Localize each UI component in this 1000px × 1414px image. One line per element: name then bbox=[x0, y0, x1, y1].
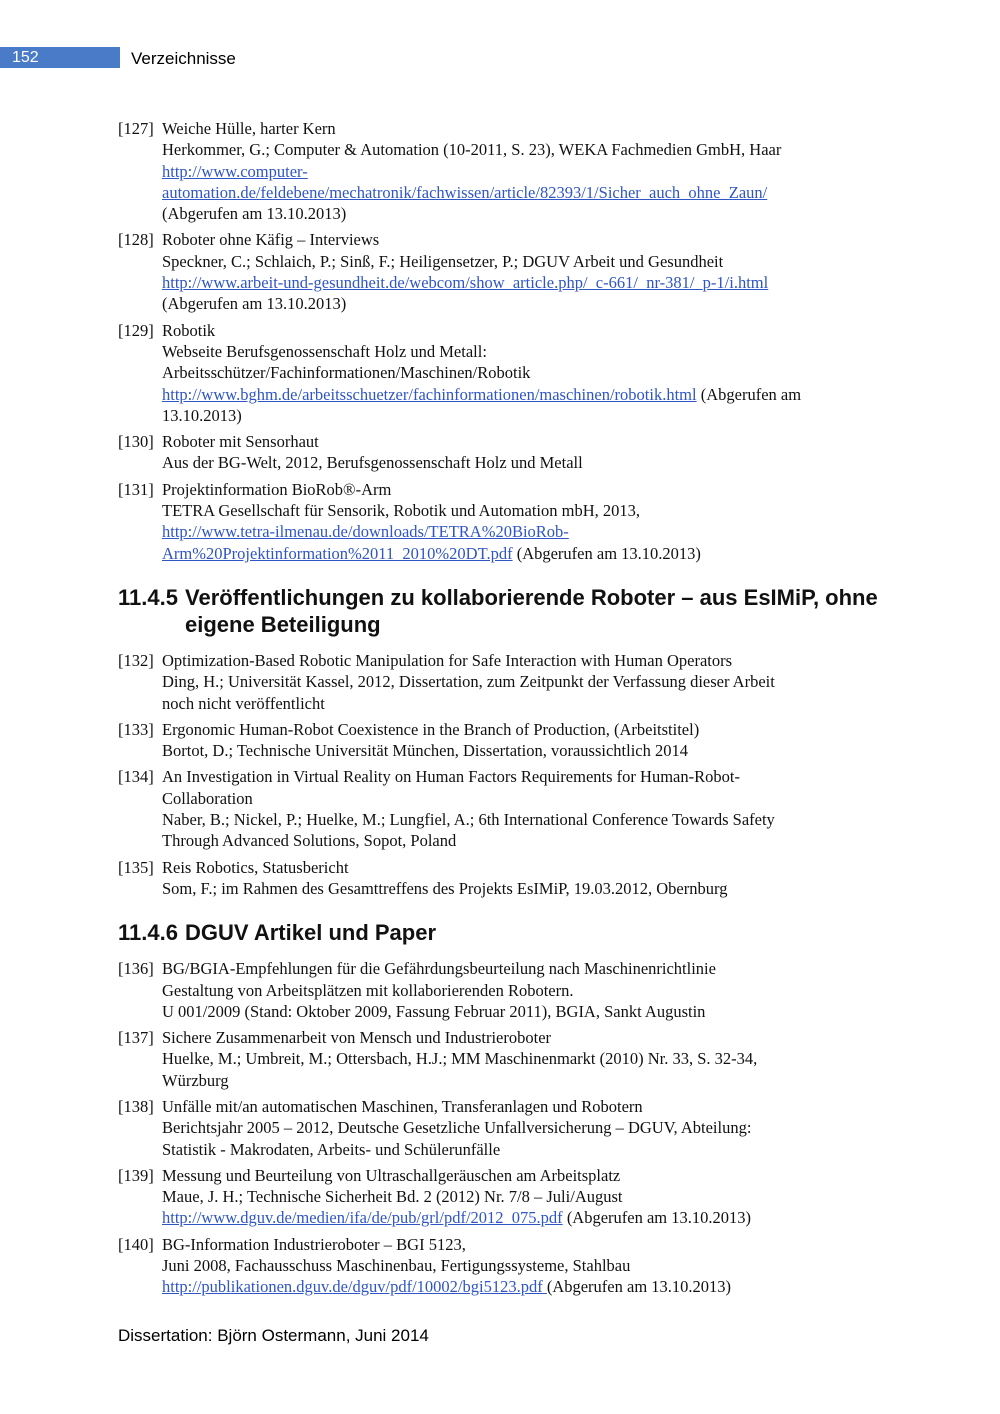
reference-number: [139] bbox=[118, 1165, 154, 1185]
reference-item bbox=[118, 229, 898, 314]
reference-title: Optimization-Based Robotic Manipulation for Safe Interaction with Human Operators bbox=[162, 650, 733, 670]
reference-title: Weiche Hülle, harter Kern bbox=[162, 119, 336, 138]
reference-line bbox=[162, 1070, 898, 1091]
reference-line bbox=[162, 182, 898, 203]
reference-link[interactable]: http://www.tetra-ilmenau.de/downloads/TETRA%20BioRob- bbox=[162, 522, 569, 542]
reference-line bbox=[162, 1276, 898, 1297]
reference-text: Naber, B.; Nickel, P.; Huelke, M.; Lungfiel, A.; 6th International Conference Towards Safety bbox=[162, 810, 775, 830]
reference-title: Unfälle mit/an automatischen Maschinen, Transferanlagen und Robotern bbox=[162, 1096, 643, 1116]
reference-text: Juni 2008, Fachausschuss Maschinenbau, Fertigungssysteme, Stahlbau bbox=[162, 1256, 631, 1276]
reference-line bbox=[162, 293, 898, 314]
reference-text: (Abgerufen am 13.10.2013) bbox=[162, 294, 347, 314]
reference-text: Gestaltung von Arbeitsplätzen mit kollaborierenden Robotern. bbox=[162, 980, 574, 1000]
reference-number: [136] bbox=[118, 959, 154, 979]
reference-item bbox=[118, 958, 898, 1022]
reference-list bbox=[118, 958, 898, 1297]
reference-item bbox=[118, 857, 898, 900]
reference-line bbox=[162, 878, 898, 899]
reference-line bbox=[162, 788, 898, 809]
reference-list bbox=[118, 650, 898, 899]
reference-title: Robotik bbox=[162, 320, 216, 340]
reference-title: Roboter mit Sensorhaut bbox=[162, 432, 319, 452]
reference-note: (Abgerufen am 13.10.2013) bbox=[546, 1277, 732, 1297]
page-content bbox=[118, 118, 898, 1303]
reference-line bbox=[162, 830, 898, 851]
reference-number: [132] bbox=[118, 650, 154, 670]
reference-line bbox=[162, 693, 898, 714]
section-number: 11.4.5 bbox=[118, 584, 178, 610]
reference-item bbox=[118, 1165, 898, 1229]
reference-line bbox=[162, 1186, 898, 1207]
reference-line bbox=[162, 272, 898, 293]
reference-text: Through Advanced Solutions, Sopot, Poland bbox=[162, 831, 457, 851]
reference-text: Maue, J. H.; Technische Sicherheit Bd. 2 (2012) Nr. 7/8 – Juli/August bbox=[162, 1187, 623, 1207]
reference-link[interactable]: http://www.dguv.de/medien/ifa/de/pub/grl/pdf/2012_075.pdf bbox=[162, 1208, 563, 1228]
reference-text: Würzburg bbox=[162, 1070, 229, 1090]
section-heading bbox=[118, 919, 898, 946]
reference-text: Webseite Berufsgenossenschaft Holz und Metall: bbox=[162, 341, 487, 361]
reference-line bbox=[162, 521, 898, 542]
reference-line bbox=[162, 1255, 898, 1276]
reference-number: [127] bbox=[118, 119, 154, 138]
reference-line bbox=[162, 1048, 898, 1069]
reference-text: 13.10.2013) bbox=[162, 405, 242, 425]
reference-title: BG/BGIA-Empfehlungen für die Gefährdungsbeurteilung nach Maschinenrichtlinie bbox=[162, 959, 716, 979]
reference-item bbox=[118, 431, 898, 474]
reference-note: (Abgerufen am 13.10.2013) bbox=[512, 543, 701, 563]
reference-line bbox=[162, 1117, 898, 1138]
reference-line bbox=[162, 405, 898, 426]
reference-item bbox=[118, 1027, 898, 1091]
reference-title: BG-Information Industrieroboter – BGI 5123, bbox=[162, 1234, 466, 1254]
reference-item bbox=[118, 320, 898, 426]
reference-line bbox=[162, 543, 898, 564]
reference-item bbox=[118, 650, 898, 714]
reference-text: Bortot, D.; Technische Universität München, Dissertation, voraussichtlich 2014 bbox=[162, 741, 688, 761]
reference-link[interactable]: http://www.computer- bbox=[162, 161, 308, 181]
reference-item bbox=[118, 118, 898, 224]
reference-line bbox=[162, 384, 898, 405]
reference-number: [133] bbox=[118, 719, 154, 739]
reference-line bbox=[162, 500, 898, 521]
reference-text: Herkommer, G.; Computer & Automation (10-2011, S. 23), WEKA Fachmedien GmbH, Haar bbox=[162, 140, 782, 160]
reference-title: An Investigation in Virtual Reality on Human Factors Requirements for Human-Robot- bbox=[162, 767, 740, 787]
reference-item bbox=[118, 1234, 898, 1298]
reference-line bbox=[162, 251, 898, 272]
reference-line bbox=[162, 362, 898, 383]
reference-line bbox=[162, 139, 898, 160]
reference-link[interactable]: automation.de/feldebene/mechatronik/fachwissen/article/82393/1/Sicher_auch_ohne_Zaun/ bbox=[162, 182, 768, 202]
section-heading bbox=[118, 584, 898, 638]
section-title: DGUV Artikel und Paper bbox=[185, 920, 437, 946]
reference-link[interactable]: http://publikationen.dguv.de/dguv/pdf/10002/bgi5123.pdf bbox=[162, 1277, 547, 1297]
reference-text: Statistik - Makrodaten, Arbeits- und Schülerunfälle bbox=[162, 1139, 501, 1159]
reference-line bbox=[162, 203, 898, 224]
reference-text: Arbeitsschützer/Fachinformationen/Maschinen/Robotik bbox=[162, 363, 531, 383]
reference-line bbox=[162, 452, 898, 473]
reference-number: [140] bbox=[118, 1234, 154, 1254]
reference-item bbox=[118, 719, 898, 762]
reference-line bbox=[162, 980, 898, 1001]
header-title: Verzeichnisse bbox=[131, 49, 236, 68]
reference-text: Speckner, C.; Schlaich, P.; Sinß, F.; Heiligensetzer, P.; DGUV Arbeit und Gesundheit bbox=[162, 251, 724, 271]
reference-line bbox=[162, 809, 898, 830]
reference-number: [135] bbox=[118, 857, 154, 877]
reference-line bbox=[162, 740, 898, 761]
reference-text: Ding, H.; Universität Kassel, 2012, Dissertation, zum Zeitpunkt der Verfassung dieser Arbeit bbox=[162, 672, 775, 692]
reference-number: [130] bbox=[118, 432, 154, 452]
reference-number: [134] bbox=[118, 767, 154, 787]
reference-item bbox=[118, 1096, 898, 1160]
reference-number: [138] bbox=[118, 1096, 154, 1116]
reference-note: (Abgerufen am 13.10.2013) bbox=[562, 1208, 752, 1228]
reference-title: Messung und Beurteilung von Ultraschallgeräuschen am Arbeitsplatz bbox=[162, 1165, 621, 1185]
reference-link[interactable]: http://www.arbeit-und-gesundheit.de/webcom/show_article.php/_c-661/_nr-381/_p-1/i.html bbox=[162, 273, 769, 293]
reference-line bbox=[162, 1001, 898, 1022]
reference-title: Roboter ohne Käfig – Interviews bbox=[162, 230, 380, 250]
reference-text: Som, F.; im Rahmen des Gesamttreffens des Projekts EsIMiP, 19.03.2012, Obernburg bbox=[162, 878, 728, 898]
reference-text: U 001/2009 (Stand: Oktober 2009, Fassung Februar 2011), BGIA, Sankt Augustin bbox=[162, 1001, 706, 1021]
reference-list bbox=[118, 118, 898, 564]
section-title: Veröffentlichungen zu kollaborierende Roboter – aus EsIMiP, ohne eigene Beteiligung bbox=[185, 584, 878, 637]
reference-number: [128] bbox=[118, 230, 154, 250]
reference-text: noch nicht veröffentlicht bbox=[162, 693, 325, 713]
reference-text: Huelke, M.; Umbreit, M.; Ottersbach, H.J.; MM Maschinenmarkt (2010) Nr. 33, S. 32-34, bbox=[162, 1049, 758, 1069]
reference-line bbox=[162, 671, 898, 692]
reference-line bbox=[162, 1139, 898, 1160]
reference-item bbox=[118, 766, 898, 851]
reference-note: (Abgerufen am bbox=[696, 384, 802, 404]
reference-text: (Abgerufen am 13.10.2013) bbox=[162, 204, 347, 224]
reference-line bbox=[162, 341, 898, 362]
reference-text: TETRA Gesellschaft für Sensorik, Robotik und Automation mbH, 2013, bbox=[162, 501, 641, 521]
reference-text: Aus der BG-Welt, 2012, Berufsgenossenschaft Holz und Metall bbox=[162, 453, 583, 473]
reference-item bbox=[118, 479, 898, 564]
reference-number: [129] bbox=[118, 320, 154, 340]
reference-title: Sichere Zusammenarbeit von Mensch und Industrieroboter bbox=[162, 1028, 552, 1048]
section-number: 11.4.6 bbox=[118, 920, 178, 946]
page-number: 152 bbox=[12, 49, 39, 66]
reference-link[interactable]: http://www.bghm.de/arbeitsschuetzer/fachinformationen/maschinen/robotik.html bbox=[162, 384, 697, 404]
reference-number: [131] bbox=[118, 479, 154, 499]
reference-link[interactable]: Arm%20Projektinformation%2011_2010%20DT.pdf bbox=[162, 543, 513, 563]
reference-number: [137] bbox=[118, 1028, 154, 1048]
reference-line bbox=[162, 1207, 898, 1228]
reference-title: Reis Robotics, Statusbericht bbox=[162, 857, 349, 877]
reference-text: Berichtsjahr 2005 – 2012, Deutsche Gesetzliche Unfallversicherung – DGUV, Abteilung: bbox=[162, 1118, 752, 1138]
reference-title: Projektinformation BioRob®-Arm bbox=[162, 479, 392, 499]
reference-title: Ergonomic Human-Robot Coexistence in the Branch of Production, (Arbeitstitel) bbox=[162, 719, 700, 739]
reference-text: Collaboration bbox=[162, 788, 253, 808]
reference-line bbox=[162, 161, 898, 182]
footer-text: Dissertation: Björn Ostermann, Juni 2014 bbox=[118, 1326, 429, 1345]
